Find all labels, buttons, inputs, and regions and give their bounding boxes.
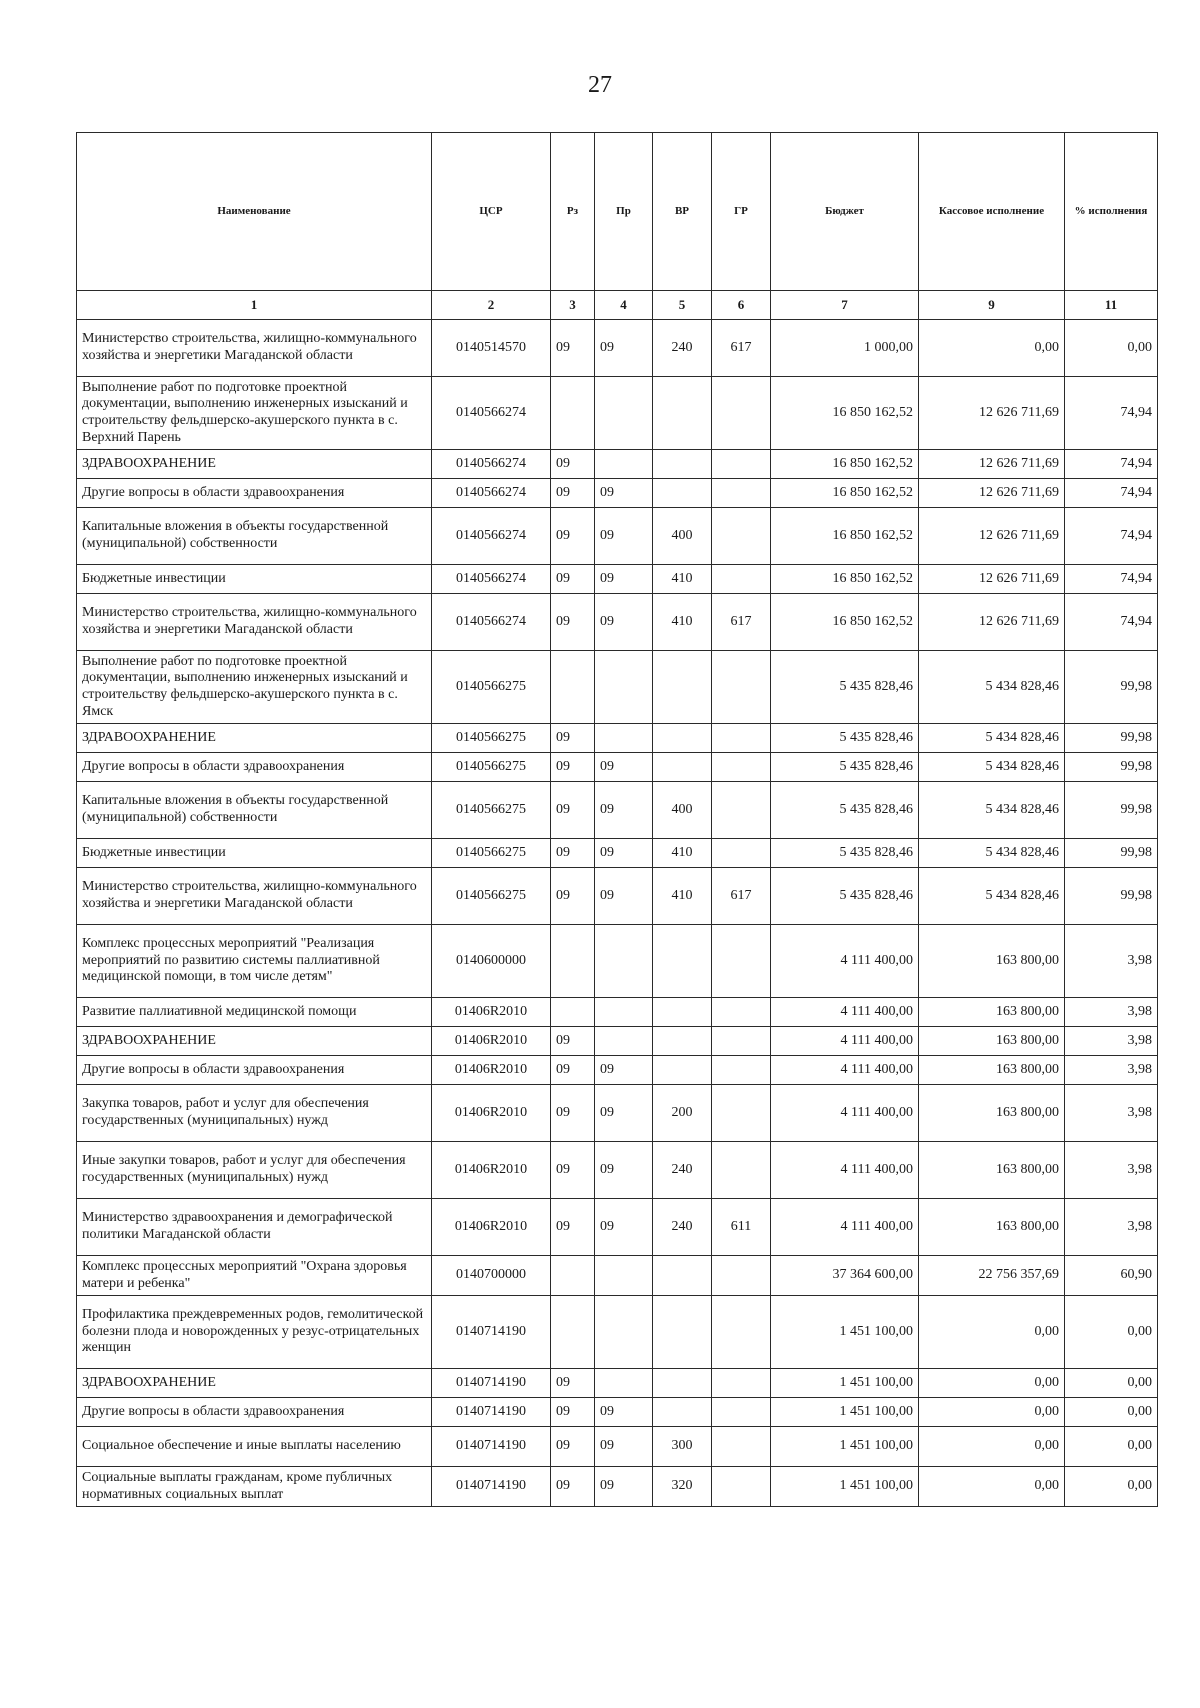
- row-pr-cell: 09: [595, 1398, 653, 1427]
- row-percent-cell: 0,00: [1065, 320, 1158, 377]
- row-name-cell: Профилактика преждевременных родов, гемолитической болезни плода и новорожденных у резус-отрицательных женщин: [77, 1296, 432, 1369]
- row-gr-cell: [712, 753, 771, 782]
- row-budget-cell: 1 451 100,00: [771, 1296, 919, 1369]
- row-vr-cell: 320: [653, 1467, 712, 1507]
- table-row: [77, 1256, 1158, 1296]
- row-vr-cell: 300: [653, 1427, 712, 1467]
- row-percent-cell: 99,98: [1065, 782, 1158, 839]
- row-rz-cell: 09: [551, 1369, 595, 1398]
- row-gr-cell: [712, 1427, 771, 1467]
- row-pr-cell: 09: [595, 1056, 653, 1085]
- row-csr-cell: 0140714190: [432, 1398, 551, 1427]
- row-pr-cell: 09: [595, 320, 653, 377]
- row-cash-execution-cell: 0,00: [919, 1467, 1065, 1507]
- row-percent-cell: 0,00: [1065, 1296, 1158, 1369]
- row-cash-execution-cell: 5 434 828,46: [919, 724, 1065, 753]
- row-csr-cell: 01406R2010: [432, 1056, 551, 1085]
- row-name-cell: ЗДРАВООХРАНЕНИЕ: [77, 1369, 432, 1398]
- row-gr-cell: 617: [712, 594, 771, 651]
- row-vr-cell: [653, 925, 712, 998]
- row-csr-cell: 01406R2010: [432, 1142, 551, 1199]
- row-percent-cell: 99,98: [1065, 724, 1158, 753]
- row-pr-cell: 09: [595, 753, 653, 782]
- row-rz-cell: 09: [551, 868, 595, 925]
- row-cash-execution-cell: 163 800,00: [919, 998, 1065, 1027]
- row-vr-cell: 410: [653, 565, 712, 594]
- row-vr-cell: [653, 1296, 712, 1369]
- row-pr-cell: 09: [595, 839, 653, 868]
- row-percent-cell: 99,98: [1065, 753, 1158, 782]
- row-name-cell: ЗДРАВООХРАНЕНИЕ: [77, 724, 432, 753]
- row-name-cell: Министерство строительства, жилищно-коммунального хозяйства и энергетики Магаданской области: [77, 320, 432, 377]
- row-gr-cell: [712, 839, 771, 868]
- row-budget-cell: 5 435 828,46: [771, 753, 919, 782]
- row-pr-cell: [595, 998, 653, 1027]
- row-gr-cell: [712, 1467, 771, 1507]
- row-rz-cell: [551, 998, 595, 1027]
- table-row: [77, 1398, 1158, 1427]
- row-vr-cell: 200: [653, 1085, 712, 1142]
- row-csr-cell: 0140714190: [432, 1427, 551, 1467]
- row-gr-cell: [712, 1027, 771, 1056]
- row-budget-cell: 4 111 400,00: [771, 1027, 919, 1056]
- row-name-cell: Развитие паллиативной медицинской помощи: [77, 998, 432, 1027]
- row-cash-execution-cell: 5 434 828,46: [919, 651, 1065, 724]
- row-percent-cell: 3,98: [1065, 1056, 1158, 1085]
- row-cash-execution-cell: 0,00: [919, 320, 1065, 377]
- row-cash-execution-cell: 0,00: [919, 1427, 1065, 1467]
- table-row: [77, 479, 1158, 508]
- column-header-percent-execution: % исполнения: [1065, 133, 1158, 291]
- row-budget-cell: 5 435 828,46: [771, 651, 919, 724]
- column-number-row: [77, 291, 1158, 320]
- row-rz-cell: 09: [551, 320, 595, 377]
- row-cash-execution-cell: 5 434 828,46: [919, 782, 1065, 839]
- row-budget-cell: 16 850 162,52: [771, 377, 919, 450]
- row-name-cell: Министерство здравоохранения и демографической политики Магаданской области: [77, 1199, 432, 1256]
- row-cash-execution-cell: 163 800,00: [919, 1142, 1065, 1199]
- row-cash-execution-cell: 22 756 357,69: [919, 1256, 1065, 1296]
- row-gr-cell: [712, 651, 771, 724]
- row-cash-execution-cell: 163 800,00: [919, 1056, 1065, 1085]
- row-csr-cell: 0140566274: [432, 450, 551, 479]
- row-cash-execution-cell: 163 800,00: [919, 1085, 1065, 1142]
- row-name-cell: Комплекс процессных мероприятий "Реализация мероприятий по развитию системы паллиативной медицинской помощи, в том числе детям": [77, 925, 432, 998]
- row-rz-cell: 09: [551, 479, 595, 508]
- row-csr-cell: 0140714190: [432, 1369, 551, 1398]
- row-pr-cell: 09: [595, 479, 653, 508]
- column-header-budget: Бюджет: [771, 133, 919, 291]
- row-rz-cell: [551, 1256, 595, 1296]
- row-vr-cell: 240: [653, 1142, 712, 1199]
- row-name-cell: Социальное обеспечение и иные выплаты населению: [77, 1427, 432, 1467]
- table-row: [77, 839, 1158, 868]
- row-budget-cell: 1 451 100,00: [771, 1398, 919, 1427]
- row-percent-cell: 0,00: [1065, 1369, 1158, 1398]
- row-budget-cell: 16 850 162,52: [771, 594, 919, 651]
- row-csr-cell: 01406R2010: [432, 1199, 551, 1256]
- column-header-vr: ВР: [653, 133, 712, 291]
- row-rz-cell: 09: [551, 1467, 595, 1507]
- row-gr-cell: [712, 377, 771, 450]
- column-number: 2: [432, 291, 551, 320]
- row-cash-execution-cell: 163 800,00: [919, 1199, 1065, 1256]
- row-pr-cell: 09: [595, 1427, 653, 1467]
- row-cash-execution-cell: 12 626 711,69: [919, 377, 1065, 450]
- table-row: [77, 1027, 1158, 1056]
- row-pr-cell: [595, 1296, 653, 1369]
- row-pr-cell: [595, 1256, 653, 1296]
- row-budget-cell: 16 850 162,52: [771, 479, 919, 508]
- row-budget-cell: 5 435 828,46: [771, 782, 919, 839]
- row-rz-cell: 09: [551, 1027, 595, 1056]
- row-rz-cell: 09: [551, 1199, 595, 1256]
- table-row: [77, 868, 1158, 925]
- row-percent-cell: 0,00: [1065, 1427, 1158, 1467]
- row-percent-cell: 74,94: [1065, 450, 1158, 479]
- row-gr-cell: [712, 724, 771, 753]
- table-row: [77, 594, 1158, 651]
- row-name-cell: Выполнение работ по подготовке проектной документации, выполнению инженерных изысканий и строительству фельдшерско-акушерского пункта в с. Ямск: [77, 651, 432, 724]
- row-csr-cell: 0140566275: [432, 782, 551, 839]
- row-vr-cell: [653, 1256, 712, 1296]
- row-name-cell: Иные закупки товаров, работ и услуг для обеспечения государственных (муниципальных) нужд: [77, 1142, 432, 1199]
- row-percent-cell: 0,00: [1065, 1467, 1158, 1507]
- row-rz-cell: 09: [551, 565, 595, 594]
- row-percent-cell: 3,98: [1065, 1199, 1158, 1256]
- row-budget-cell: 4 111 400,00: [771, 1085, 919, 1142]
- row-name-cell: Капитальные вложения в объекты государственной (муниципальной) собственности: [77, 508, 432, 565]
- row-name-cell: Бюджетные инвестиции: [77, 565, 432, 594]
- row-rz-cell: 09: [551, 839, 595, 868]
- row-gr-cell: [712, 1369, 771, 1398]
- row-rz-cell: [551, 1296, 595, 1369]
- row-pr-cell: 09: [595, 508, 653, 565]
- row-percent-cell: 3,98: [1065, 1027, 1158, 1056]
- row-rz-cell: [551, 925, 595, 998]
- row-name-cell: Бюджетные инвестиции: [77, 839, 432, 868]
- row-pr-cell: [595, 651, 653, 724]
- row-budget-cell: 5 435 828,46: [771, 868, 919, 925]
- row-cash-execution-cell: 163 800,00: [919, 925, 1065, 998]
- table-row: [77, 753, 1158, 782]
- column-number: 6: [712, 291, 771, 320]
- row-gr-cell: [712, 565, 771, 594]
- row-budget-cell: 16 850 162,52: [771, 508, 919, 565]
- row-rz-cell: 09: [551, 594, 595, 651]
- row-csr-cell: 0140566274: [432, 377, 551, 450]
- row-budget-cell: 5 435 828,46: [771, 839, 919, 868]
- row-vr-cell: [653, 1027, 712, 1056]
- row-budget-cell: 1 451 100,00: [771, 1467, 919, 1507]
- row-percent-cell: 3,98: [1065, 925, 1158, 998]
- row-cash-execution-cell: 5 434 828,46: [919, 868, 1065, 925]
- row-vr-cell: 240: [653, 1199, 712, 1256]
- table-row: [77, 651, 1158, 724]
- table-row: [77, 925, 1158, 998]
- row-name-cell: Другие вопросы в области здравоохранения: [77, 1398, 432, 1427]
- row-gr-cell: [712, 1296, 771, 1369]
- row-name-cell: Закупка товаров, работ и услуг для обеспечения государственных (муниципальных) нужд: [77, 1085, 432, 1142]
- row-name-cell: ЗДРАВООХРАНЕНИЕ: [77, 450, 432, 479]
- row-cash-execution-cell: 5 434 828,46: [919, 839, 1065, 868]
- row-csr-cell: 0140566274: [432, 565, 551, 594]
- row-name-cell: Другие вопросы в области здравоохранения: [77, 753, 432, 782]
- row-vr-cell: [653, 724, 712, 753]
- row-csr-cell: 01406R2010: [432, 998, 551, 1027]
- row-rz-cell: 09: [551, 1142, 595, 1199]
- row-vr-cell: [653, 377, 712, 450]
- row-pr-cell: [595, 925, 653, 998]
- row-budget-cell: 1 451 100,00: [771, 1427, 919, 1467]
- row-gr-cell: [712, 1398, 771, 1427]
- row-percent-cell: 3,98: [1065, 998, 1158, 1027]
- column-number: 11: [1065, 291, 1158, 320]
- column-header-gr: ГР: [712, 133, 771, 291]
- row-budget-cell: 4 111 400,00: [771, 925, 919, 998]
- row-rz-cell: 09: [551, 724, 595, 753]
- row-cash-execution-cell: 0,00: [919, 1369, 1065, 1398]
- column-number: 7: [771, 291, 919, 320]
- row-gr-cell: 617: [712, 320, 771, 377]
- row-gr-cell: [712, 1085, 771, 1142]
- row-pr-cell: 09: [595, 1199, 653, 1256]
- row-cash-execution-cell: 163 800,00: [919, 1027, 1065, 1056]
- table-row: [77, 450, 1158, 479]
- row-budget-cell: 5 435 828,46: [771, 724, 919, 753]
- row-cash-execution-cell: 12 626 711,69: [919, 450, 1065, 479]
- row-csr-cell: 0140566275: [432, 839, 551, 868]
- table-row: [77, 1056, 1158, 1085]
- table-row: [77, 1369, 1158, 1398]
- row-rz-cell: 09: [551, 1427, 595, 1467]
- row-pr-cell: 09: [595, 1467, 653, 1507]
- row-cash-execution-cell: 12 626 711,69: [919, 594, 1065, 651]
- row-name-cell: Другие вопросы в области здравоохранения: [77, 1056, 432, 1085]
- table-row: [77, 320, 1158, 377]
- table-row: [77, 998, 1158, 1027]
- row-rz-cell: 09: [551, 1056, 595, 1085]
- row-vr-cell: [653, 450, 712, 479]
- row-rz-cell: 09: [551, 1085, 595, 1142]
- row-name-cell: ЗДРАВООХРАНЕНИЕ: [77, 1027, 432, 1056]
- row-vr-cell: [653, 1369, 712, 1398]
- table-row: [77, 1467, 1158, 1507]
- row-pr-cell: 09: [595, 565, 653, 594]
- row-csr-cell: 01406R2010: [432, 1085, 551, 1142]
- page-number: 27: [588, 72, 612, 98]
- row-budget-cell: 16 850 162,52: [771, 450, 919, 479]
- row-csr-cell: 0140714190: [432, 1467, 551, 1507]
- row-rz-cell: 09: [551, 753, 595, 782]
- row-percent-cell: 99,98: [1065, 839, 1158, 868]
- table-row: [77, 782, 1158, 839]
- row-csr-cell: 0140566275: [432, 753, 551, 782]
- row-cash-execution-cell: 12 626 711,69: [919, 508, 1065, 565]
- row-vr-cell: [653, 1398, 712, 1427]
- table-row: [77, 724, 1158, 753]
- row-pr-cell: [595, 1027, 653, 1056]
- row-percent-cell: 3,98: [1065, 1085, 1158, 1142]
- row-gr-cell: [712, 1056, 771, 1085]
- row-vr-cell: 240: [653, 320, 712, 377]
- row-rz-cell: 09: [551, 782, 595, 839]
- table-row: [77, 1142, 1158, 1199]
- row-budget-cell: 37 364 600,00: [771, 1256, 919, 1296]
- table-row: [77, 1199, 1158, 1256]
- table-row: [77, 508, 1158, 565]
- row-vr-cell: 400: [653, 508, 712, 565]
- column-header-rz: Рз: [551, 133, 595, 291]
- row-vr-cell: 410: [653, 839, 712, 868]
- row-budget-cell: 1 000,00: [771, 320, 919, 377]
- row-gr-cell: [712, 479, 771, 508]
- row-percent-cell: 74,94: [1065, 508, 1158, 565]
- row-vr-cell: 410: [653, 594, 712, 651]
- row-csr-cell: 0140714190: [432, 1296, 551, 1369]
- table-row: [77, 1085, 1158, 1142]
- row-budget-cell: 16 850 162,52: [771, 565, 919, 594]
- header-row: [77, 133, 1158, 291]
- table-row: [77, 377, 1158, 450]
- row-percent-cell: 74,94: [1065, 479, 1158, 508]
- row-vr-cell: [653, 1056, 712, 1085]
- row-csr-cell: 01406R2010: [432, 1027, 551, 1056]
- row-csr-cell: 0140566274: [432, 508, 551, 565]
- row-gr-cell: [712, 782, 771, 839]
- row-percent-cell: 99,98: [1065, 868, 1158, 925]
- row-gr-cell: 611: [712, 1199, 771, 1256]
- row-cash-execution-cell: 12 626 711,69: [919, 565, 1065, 594]
- row-pr-cell: [595, 377, 653, 450]
- column-number: 3: [551, 291, 595, 320]
- row-budget-cell: 4 111 400,00: [771, 1056, 919, 1085]
- row-vr-cell: [653, 479, 712, 508]
- row-rz-cell: [551, 651, 595, 724]
- row-pr-cell: 09: [595, 782, 653, 839]
- row-percent-cell: 60,90: [1065, 1256, 1158, 1296]
- row-name-cell: Министерство строительства, жилищно-коммунального хозяйства и энергетики Магаданской области: [77, 868, 432, 925]
- row-vr-cell: 410: [653, 868, 712, 925]
- row-gr-cell: [712, 508, 771, 565]
- row-gr-cell: [712, 450, 771, 479]
- row-budget-cell: 1 451 100,00: [771, 1369, 919, 1398]
- column-header-name: Наименование: [77, 133, 432, 291]
- column-header-cash-execution: Кассовое исполнение: [919, 133, 1065, 291]
- row-cash-execution-cell: 5 434 828,46: [919, 753, 1065, 782]
- row-gr-cell: [712, 1256, 771, 1296]
- row-rz-cell: 09: [551, 508, 595, 565]
- row-pr-cell: 09: [595, 594, 653, 651]
- row-name-cell: Социальные выплаты гражданам, кроме публичных нормативных социальных выплат: [77, 1467, 432, 1507]
- column-number: 4: [595, 291, 653, 320]
- table-row: [77, 1427, 1158, 1467]
- row-vr-cell: [653, 753, 712, 782]
- row-percent-cell: 74,94: [1065, 377, 1158, 450]
- row-percent-cell: 0,00: [1065, 1398, 1158, 1427]
- row-csr-cell: 0140566275: [432, 868, 551, 925]
- row-pr-cell: [595, 724, 653, 753]
- row-name-cell: Капитальные вложения в объекты государственной (муниципальной) собственности: [77, 782, 432, 839]
- budget-execution-table: [76, 132, 1158, 1507]
- row-cash-execution-cell: 0,00: [919, 1398, 1065, 1427]
- column-number: 1: [77, 291, 432, 320]
- row-csr-cell: 0140700000: [432, 1256, 551, 1296]
- row-gr-cell: [712, 1142, 771, 1199]
- row-name-cell: Министерство строительства, жилищно-коммунального хозяйства и энергетики Магаданской области: [77, 594, 432, 651]
- table-body: [77, 320, 1158, 1507]
- row-vr-cell: [653, 651, 712, 724]
- row-vr-cell: 400: [653, 782, 712, 839]
- row-gr-cell: [712, 925, 771, 998]
- row-csr-cell: 0140514570: [432, 320, 551, 377]
- row-name-cell: Комплекс процессных мероприятий "Охрана здоровья матери и ребенка": [77, 1256, 432, 1296]
- row-percent-cell: 99,98: [1065, 651, 1158, 724]
- row-vr-cell: [653, 998, 712, 1027]
- row-cash-execution-cell: 0,00: [919, 1296, 1065, 1369]
- row-percent-cell: 3,98: [1065, 1142, 1158, 1199]
- row-csr-cell: 0140600000: [432, 925, 551, 998]
- row-pr-cell: [595, 450, 653, 479]
- row-cash-execution-cell: 12 626 711,69: [919, 479, 1065, 508]
- row-rz-cell: [551, 377, 595, 450]
- row-csr-cell: 0140566275: [432, 651, 551, 724]
- row-csr-cell: 0140566275: [432, 724, 551, 753]
- row-pr-cell: [595, 1369, 653, 1398]
- row-csr-cell: 0140566274: [432, 594, 551, 651]
- row-gr-cell: 617: [712, 868, 771, 925]
- row-percent-cell: 74,94: [1065, 594, 1158, 651]
- row-pr-cell: 09: [595, 1142, 653, 1199]
- row-budget-cell: 4 111 400,00: [771, 998, 919, 1027]
- column-number: 9: [919, 291, 1065, 320]
- row-rz-cell: 09: [551, 450, 595, 479]
- row-percent-cell: 74,94: [1065, 565, 1158, 594]
- row-csr-cell: 0140566274: [432, 479, 551, 508]
- table-row: [77, 1296, 1158, 1369]
- row-rz-cell: 09: [551, 1398, 595, 1427]
- column-number: 5: [653, 291, 712, 320]
- column-header-pr: Пр: [595, 133, 653, 291]
- table-row: [77, 565, 1158, 594]
- row-budget-cell: 4 111 400,00: [771, 1142, 919, 1199]
- row-gr-cell: [712, 998, 771, 1027]
- row-budget-cell: 4 111 400,00: [771, 1199, 919, 1256]
- row-name-cell: Выполнение работ по подготовке проектной документации, выполнению инженерных изысканий и строительству фельдшерско-акушерского пункта в с. Верхний Парень: [77, 377, 432, 450]
- column-header-csr: ЦСР: [432, 133, 551, 291]
- row-pr-cell: 09: [595, 868, 653, 925]
- row-name-cell: Другие вопросы в области здравоохранения: [77, 479, 432, 508]
- row-pr-cell: 09: [595, 1085, 653, 1142]
